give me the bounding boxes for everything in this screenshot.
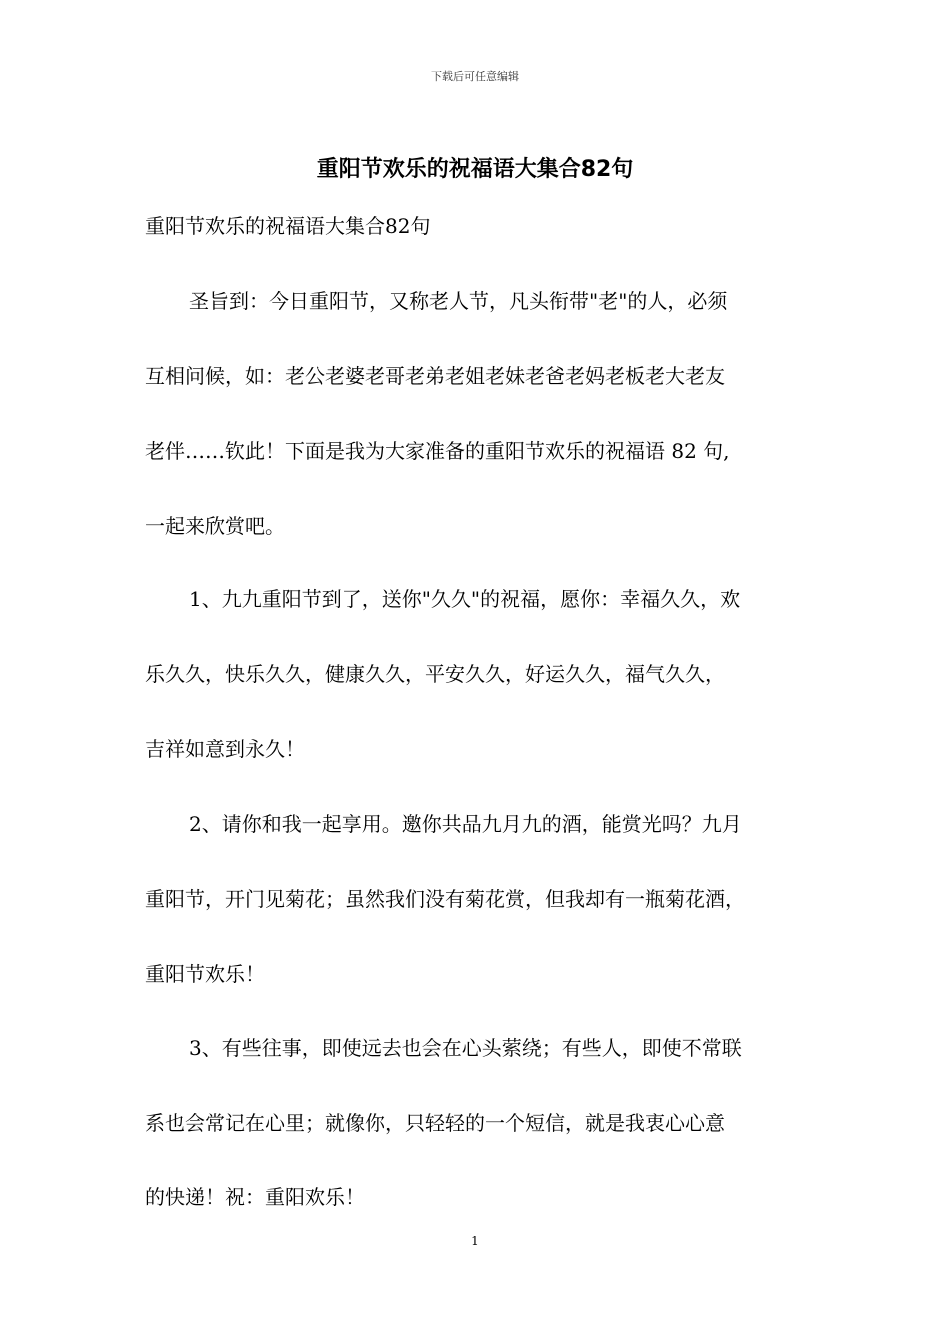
paragraph-line: 吉祥如意到永久！ xyxy=(145,737,305,761)
paragraph-line: 乐久久，快乐久久，健康久久，平安久久，好运久久，福气久久， xyxy=(145,662,725,686)
paragraph-line: 系也会常记在心里；就像你，只轻轻的一个短信，就是我衷心心意 xyxy=(145,1111,725,1135)
page-number: 1 xyxy=(471,1234,479,1248)
paragraph-line: 2、请你和我一起享用。邀你共品九月九的酒，能赏光吗？九月 xyxy=(189,812,742,836)
paragraph-line: 一起来欣赏吧。 xyxy=(145,514,285,538)
page-header-note: 下载后可任意编辑 xyxy=(431,70,519,83)
paragraph-line: 的快递！祝：重阳欢乐！ xyxy=(145,1185,365,1209)
paragraph-line: 1、九九重阳节到了，送你"久久"的祝福，愿你：幸福久久，欢 xyxy=(189,587,741,611)
document-title: 重阳节欢乐的祝福语大集合82句 xyxy=(316,157,634,182)
paragraph-line: 重阳节，开门见菊花；虽然我们没有菊花赏，但我却有一瓶菊花酒， xyxy=(145,887,745,911)
paragraph-line: 重阳节欢乐！ xyxy=(145,962,265,986)
paragraph-line: 老伴……钦此！下面是我为大家准备的重阳节欢乐的祝福语 82 句, xyxy=(145,439,730,463)
paragraph-line: 圣旨到：今日重阳节，又称老人节，凡头衔带"老"的人，必须 xyxy=(189,289,728,313)
subtitle-line: 重阳节欢乐的祝福语大集合82句 xyxy=(145,214,431,238)
paragraph-line: 3、有些往事，即使远去也会在心头萦绕；有些人，即使不常联 xyxy=(189,1036,742,1060)
paragraph-line: 互相问候，如：老公老婆老哥老弟老姐老妹老爸老妈老板老大老友 xyxy=(145,364,725,388)
